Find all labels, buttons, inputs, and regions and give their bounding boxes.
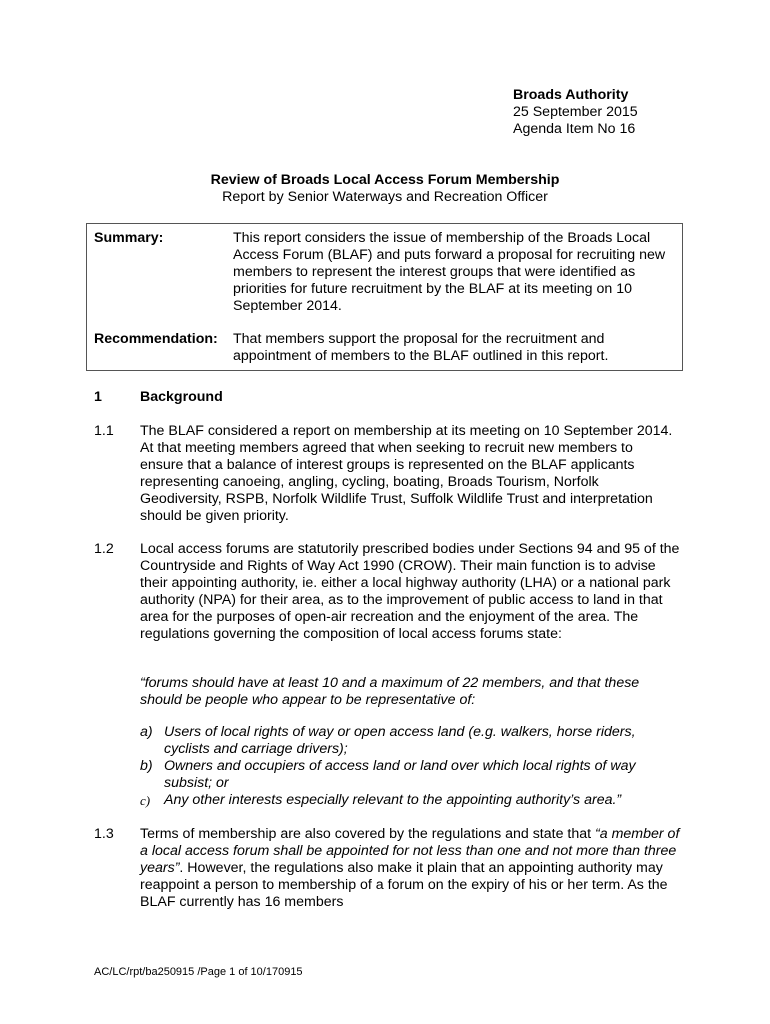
report-subtitle: Report by Senior Waterways and Recreation Officer (222, 189, 548, 205)
paragraph-text: . However, the regulations also make it plain that an appointing authority may reappoint a person to membership of a forum on the expiry of his or her term. As the BLAF currently has 16 members (140, 860, 668, 910)
paragraph-number: 1.2 (94, 541, 114, 557)
regulation-quote: “forums should have at least 10 and a maximum of 22 members, and that these should be people who appear to be representative of: (140, 675, 640, 708)
report-title-block (0, 172, 770, 206)
report-title: Review of Broads Local Access Forum Membership (210, 172, 560, 188)
paragraph-1-1: The BLAF considered a report on membership at its meeting on 10 September 2014. At that meeting members agreed that when seeking to recruit new members to ensure that a balance of interest groups is represented on the BLAF applicants representing canoeing, angling, cycling, boating, Broads Tourism, Norfolk Geodiversity, RSPB, Norfolk Wildlife Trust, Suffolk Wildlife Trust and interpretation should be given priority. (140, 423, 673, 524)
paragraph-text: Terms of membership are also covered by the regulations and state that (140, 826, 596, 842)
document-header (513, 87, 638, 138)
agenda-item: Agenda Item No 16 (513, 121, 636, 137)
section-number: 1 (94, 389, 102, 405)
paragraph-1-2: Local access forums are statutorily prescribed bodies under Sections 94 and 95 of the Countryside and Rights of Way Act 1990 (CROW). Their main function is to advise their appointing authority, ie. either a local highway authority (LHA) or a national park authority (NPA) for their area, as to the improvement of public access to land in that area for the purposes of open-air recreation and the enjoyment of the area. The regulations governing the composition of local access forums state: (140, 541, 680, 642)
list-item: Users of local rights of way or open access land (e.g. walkers, horse riders, cyclists and carriage drivers); (164, 724, 636, 757)
summary-label: Summary: (94, 230, 164, 246)
summary-text: This report considers the issue of membership of the Broads Local Access Forum (BLAF) and puts forward a proposal for recruiting new members to represent the interest groups that were identified as priorities for future recruitment by the BLAF at its meeting on 10 September 2014. (233, 230, 666, 314)
meeting-date: 25 September 2015 (513, 104, 638, 120)
list-item: Owners and occupiers of access land or land over which local rights of way subsist; or (164, 758, 636, 791)
list-marker: b) (140, 758, 153, 774)
list-item: Any other interests especially relevant to the appointing authority’s area.” (164, 792, 622, 808)
recommendation-text: That members support the proposal for the recruitment and appointment of members to the BLAF outlined in this report. (233, 331, 609, 364)
paragraph-number: 1.3 (94, 826, 114, 842)
paragraph-1-3 (140, 826, 680, 911)
list-marker: a) (140, 724, 153, 740)
term-quote: “a member of a local access forum shall be appointed for not less than one and not more than three years” (140, 826, 680, 876)
recommendation-label: Recommendation: (94, 331, 218, 347)
section-heading: Background (140, 389, 223, 405)
page-footer: AC/LC/rpt/ba250915 /Page 1 of 10/170915 (94, 966, 303, 978)
list-marker: c) (140, 793, 151, 808)
org-name: Broads Authority (513, 87, 629, 103)
paragraph-number: 1.1 (94, 423, 114, 439)
